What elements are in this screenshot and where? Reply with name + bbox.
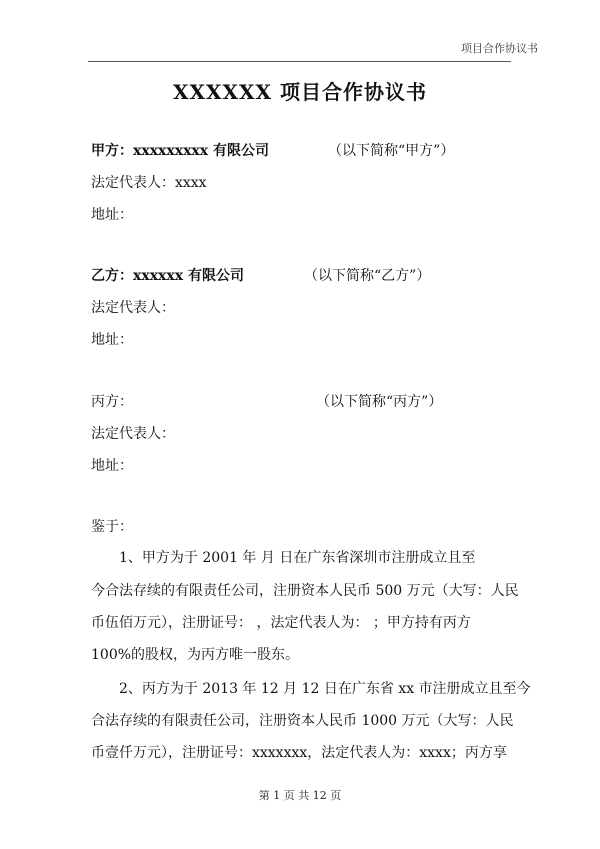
party-a-representative: 法定代表人：xxxx (91, 175, 207, 191)
header-divider (88, 61, 511, 62)
paragraph-2-line: 合法存续的有限责任公司，注册资本人民币 1000 万元（大写：人民 (91, 713, 514, 729)
party-b-name: 乙方：xxxxxx 有限公司 (91, 268, 244, 284)
party-c-note: （以下简称“丙方”） (316, 394, 443, 410)
paragraph-1-line: 今合法存续的有限责任公司，注册资本人民币 500 万元（大写：人民 (91, 583, 519, 599)
party-a-name: 甲方：xxxxxxxxx 有限公司 (91, 143, 269, 159)
paragraph-2-line: 币壹仟万元），注册证号：xxxxxxx，法定代表人为：xxxx；丙方享 (91, 745, 507, 761)
party-c-address: 地址： (91, 458, 133, 474)
paragraph-1-line: 1、甲方为于 2001 年 月 日在广东省深圳市注册成立且至 (119, 550, 476, 566)
party-b-address: 地址： (91, 332, 133, 348)
party-b-representative: 法定代表人： (91, 300, 175, 316)
page-number: 第 1 页 共 12 页 (258, 789, 342, 802)
paragraph-2-line: 2、丙方为于 2013 年 12 月 12 日在广东省 xx 市注册成立且至今 (119, 681, 531, 697)
paragraph-1-line: 币伍佰万元），注册证号： ，法定代表人为： ；甲方持有丙方 (91, 615, 471, 631)
party-b-note: （以下简称“乙方”） (304, 268, 431, 284)
party-a-note: （以下简称“甲方”） (328, 143, 455, 159)
document-title: XXXXXX 项目合作协议书 (172, 80, 428, 104)
party-c-name: 丙方： (91, 394, 133, 410)
running-header: 项目合作协议书 (461, 42, 538, 55)
paragraph-1-line: 100%的股权，为丙方唯一股东。 (91, 647, 300, 663)
whereas-heading: 鉴于： (91, 519, 133, 535)
party-a-address: 地址： (91, 207, 133, 223)
party-c-representative: 法定代表人： (91, 426, 175, 442)
